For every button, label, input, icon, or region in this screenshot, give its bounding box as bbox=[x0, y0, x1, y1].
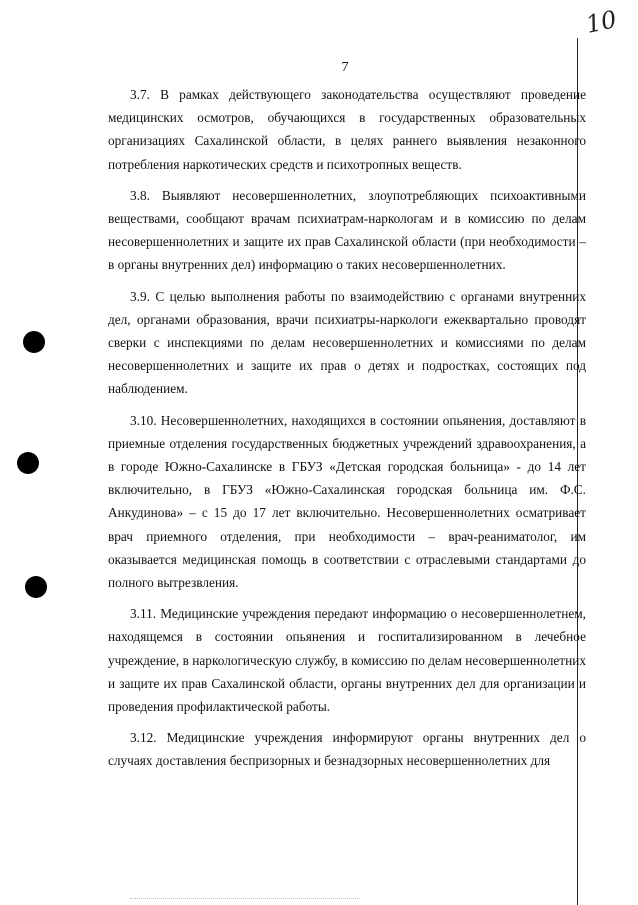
paragraph-3-8: 3.8. Выявляют несовершеннолетних, злоупотребляющих психоактивными веществами, сообщают врачам психиатрам-наркологам и в комиссию по делам несовершеннолетних и защите их прав Сахалинской области (при необходимости – в органы внутренних дел) информацию о таких несовершеннолетних. bbox=[108, 187, 586, 273]
paragraph-3-11: 3.11. Медицинские учреждения передают информацию о несовершеннолетнем, находящемся в состоянии опьянения и госпитализированном в лечебное учреждение, в наркологическую службу, в комиссию по делам несовершеннолетних и защите их прав Сахалинской области, органы внутренних дел для организации и проведения профилактической работы. bbox=[108, 606, 586, 715]
punch-hole bbox=[17, 452, 39, 474]
punch-hole bbox=[25, 576, 47, 598]
document-body bbox=[108, 83, 586, 781]
scan-artifact bbox=[130, 898, 360, 900]
paragraph-3-12: 3.12. Медицинские учреждения информируют органы внутренних дел о случаях доставления беспризорных и безнадзорных несовершеннолетних для bbox=[108, 730, 586, 769]
paragraph-3-9: 3.9. С целью выполнения работы по взаимодействию с органами внутренних дел, органами образования, врачи психиатры-наркологи ежеквартально проводят сверки с инспекциями по делам несовершеннолетних и комиссиями по делам несовершеннолетних и защите их прав о детях и подростках, состоящих под наблюдением. bbox=[108, 288, 586, 397]
punch-hole bbox=[23, 331, 45, 353]
paragraph-3-7: 3.7. В рамках действующего законодательства осуществляют проведение медицинских осмотров, обучающихся в государственных образовательных организациях Сахалинской области, в целях раннего выявления незаконного потребления наркотических средств и психотропных веществ. bbox=[108, 87, 586, 172]
handwritten-page-number: 10 bbox=[583, 5, 620, 39]
page-number: 7 bbox=[341, 60, 349, 75]
paragraph-3-10: 3.10. Несовершеннолетних, находящихся в состоянии опьянения, доставляют в приемные отделения государственных бюджетных учреждений здравоохранения, а в городе Южно-Сахалинске в ГБУЗ «Детская городская больница» - до 14 лет включительно, в ГБУЗ «Южно-Сахалинская городская больница им. Ф.С. Анкудинова» – с 15 до 17 лет включительно. Несовершеннолетних осматривает врач приемного отделения, при необходимости – врач-реаниматолог, им оказывается медицинская помощь в соответствии с отраслевыми стандартами до полного вытрезвления. bbox=[108, 412, 586, 591]
